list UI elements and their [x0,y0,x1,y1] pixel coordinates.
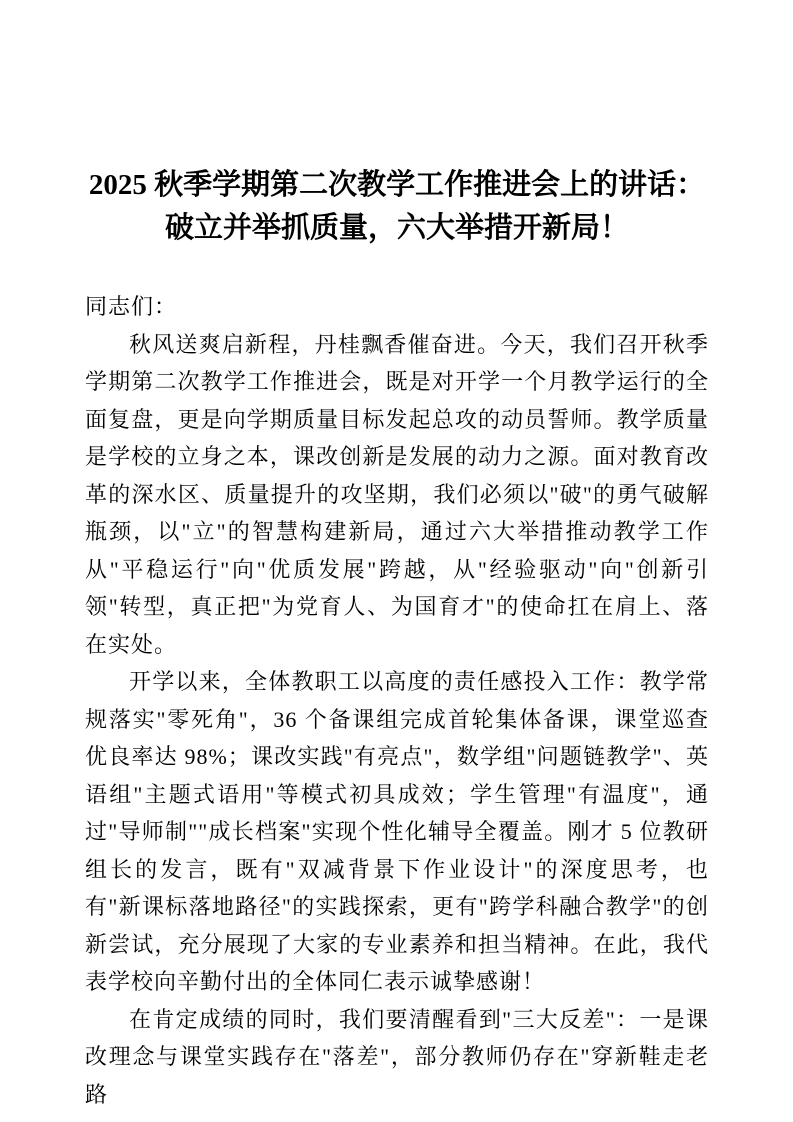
document-body [85,288,709,1113]
title-line-1: 2025 秋季学期第二次教学工作推进会上的讲话： [88,169,706,202]
body-paragraph-1: 秋风送爽启新程，丹桂飘香催奋进。今天，我们召开秋季学期第二次教学工作推进会，既是对开学一个月教学运行的全面复盘，更是向学期质量目标发起总攻的动员誓师。教学质量是学校的立身之本，课改创新是发展的动力之源。面对教育改革的深水区、质量提升的攻坚期，我们必须以"破"的勇气破解瓶颈，以"立"的智慧构建新局，通过六大举措推动教学工作从"平稳运行"向"优质发展"跨越，从"经验驱动"向"创新引领"转型，真正把"为党育人、为国育才"的使命扛在肩上、落在实处。 [85,331,709,657]
title-line-2: 破立并举抓质量，六大举措开新局！ [164,212,629,245]
body-paragraph-2: 开学以来，全体教职工以高度的责任感投入工作：教学常规落实"零死角"，36 个备课组完成首轮集体备课，课堂巡查优良率达 98%；课改实践"有亮点"，数学组"问题链教学"、英语组"主题式语用"等模式初具成效；学生管理"有温度"，通过"导师制""成长档案"实现个性化辅导全覆盖。刚才 5 位教研组长的发言，既有"双减背景下作业设计"的深度思考，也有"新课标落地路径"的实践探索，更有"跨学科融合教学"的创新尝试，充分展现了大家的专业素养和担当精神。在此，我代表学校向辛勤付出的全体同仁表示诚挚感谢！ [85,669,709,995]
body-paragraph-3: 在肯定成绩的同时，我们要清醒看到"三大反差"：一是课改理念与课堂实践存在"落差"，部分教师仍存在"穿新鞋走老路 [85,1006,709,1107]
document-title [85,164,709,250]
salutation: 同志们： [85,294,178,320]
